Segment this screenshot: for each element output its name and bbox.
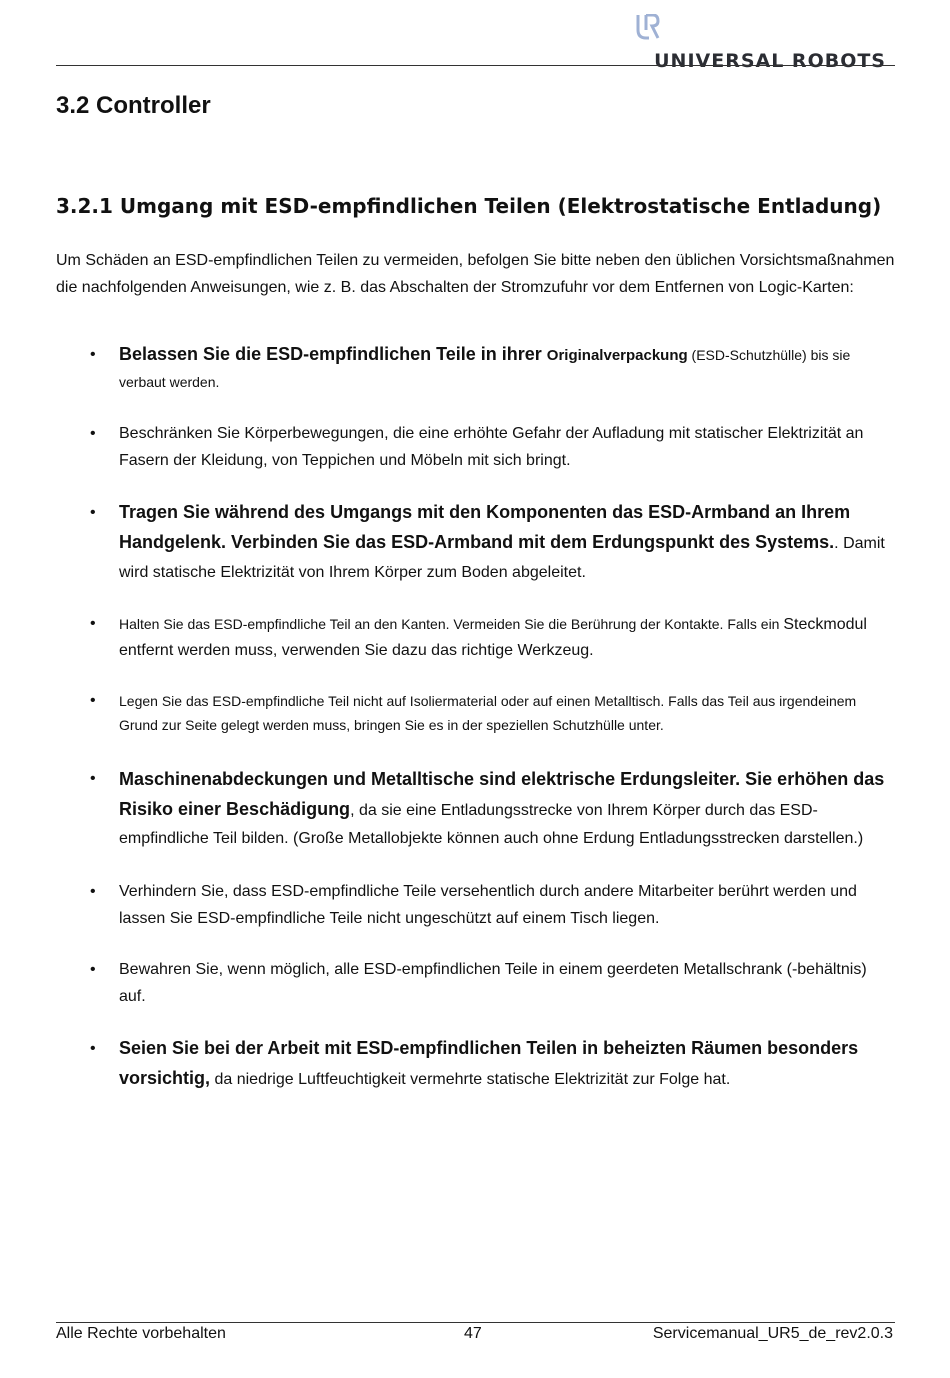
bullet-icon: •: [90, 346, 96, 363]
document-id: Servicemanual_UR5_de_rev2.0.3: [652, 1325, 893, 1342]
ur-logo-icon: [636, 14, 660, 40]
header-divider: [56, 65, 895, 66]
list-item-small-text: Legen Sie das ESD-empfindliche Teil nicht auf Isoliermaterial oder auf einen Metalltisch. Falls das Teil aus irgendeinem Grund zur Seite gelegt werden muss, bringen Sie es in der speziellen Schutzhülle unter.: [119, 693, 857, 733]
list-item-bold: Tragen Sie während des Umgangs mit den Komponenten das ESD-Armband an Ihrem Handgelenk. Verbinden Sie das ESD-Armband mit dem Erdungspunkt des Systems.: [119, 502, 851, 552]
list-item: [56, 765, 896, 853]
list-item-text: . Damit wird statische Elektrizität von Ihrem Körper zum Boden abgeleitet.: [119, 535, 885, 581]
list-item-bold-small: Originalverpackung: [546, 347, 688, 364]
bullet-icon: •: [90, 615, 96, 632]
list-item-bold: Seien Sie bei der Arbeit mit ESD-empfindlichen Teilen in beheizten Räumen besonders vorsichtig,: [119, 1038, 859, 1088]
intro-paragraph: Um Schäden an ESD-empfindlichen Teilen zu vermeiden, befolgen Sie bitte neben den üblichen Vorsichtsmaßnahmen die nachfolgenden Anweisungen, wie z. B. das Abschalten der Stromzufuhr vor dem Entfernen von Logic-Karten:: [56, 252, 895, 296]
list-item: [56, 956, 896, 1010]
footer-divider: [56, 1322, 895, 1323]
instruction-list: [56, 341, 896, 1094]
list-item-small-text: Halten Sie das ESD-empfindliche Teil an den Kanten. Vermeiden Sie die Berührung der Kontakte. Falls ein: [119, 616, 784, 632]
list-item: [56, 498, 896, 587]
list-item-text: Steckmodul entfernt werden muss, verwenden Sie dazu das richtige Werkzeug.: [119, 616, 867, 659]
universal-robots-logo: [636, 14, 886, 72]
list-item: [56, 689, 896, 737]
list-item-text: , da sie eine Entladungsstrecke von Ihrem Körper durch das ESD-empfindliche Teil bilden. (Große Metallobjekte können auch ohne Erdung Entladungsstrecken darstellen.): [119, 802, 864, 847]
list-item: [56, 420, 896, 474]
list-item: [56, 1034, 896, 1094]
page-number: 47: [464, 1325, 482, 1342]
section-heading: 3.2.1 Umgang mit ESD-empfindlichen Teilen (Elektrostatische Entladung): [56, 194, 882, 218]
list-item: [56, 341, 896, 396]
list-item-bold: Belassen Sie die ESD-empfindlichen Teile in ihrer: [119, 344, 547, 364]
list-item-text: Verhindern Sie, dass ESD-empfindliche Teile versehentlich durch andere Mitarbeiter berührt werden und lassen Sie ESD-empfindliche Teile nicht ungeschützt auf einem Tisch liegen.: [119, 883, 857, 927]
brand-name: UNIVERSAL ROBOTS: [654, 50, 886, 72]
bullet-icon: •: [90, 504, 96, 521]
page-title: 3.2 Controller: [56, 92, 211, 119]
bullet-icon: •: [90, 770, 96, 787]
list-item-bold: Maschinenabdeckungen und Metalltische sind elektrische Erdungsleiter. Sie erhöhen das Risiko einer Beschädigung: [119, 769, 885, 819]
list-item-text: Bewahren Sie, wenn möglich, alle ESD-empfindlichen Teile in einem geerdeten Metallschrank (-behältnis) auf.: [119, 961, 867, 1005]
bullet-icon: •: [90, 883, 96, 900]
bullet-icon: •: [90, 425, 96, 442]
bullet-icon: •: [90, 692, 96, 709]
list-item: [56, 878, 896, 932]
list-item-text: (ESD-Schutzhülle) bis sie verbaut werden.: [119, 347, 851, 390]
bullet-icon: •: [90, 961, 96, 978]
list-item-text: da niedrige Luftfeuchtigkeit vermehrte statische Elektrizität zur Folge hat.: [210, 1071, 731, 1088]
list-item: [56, 611, 896, 664]
footer-rights: Alle Rechte vorbehalten: [56, 1325, 226, 1342]
bullet-icon: •: [90, 1040, 96, 1057]
list-item-text: Beschränken Sie Körperbewegungen, die eine erhöhte Gefahr der Aufladung mit statischer Elektrizität an Fasern der Kleidung, von Teppichen und Möbeln mit sich bringt.: [119, 425, 864, 469]
